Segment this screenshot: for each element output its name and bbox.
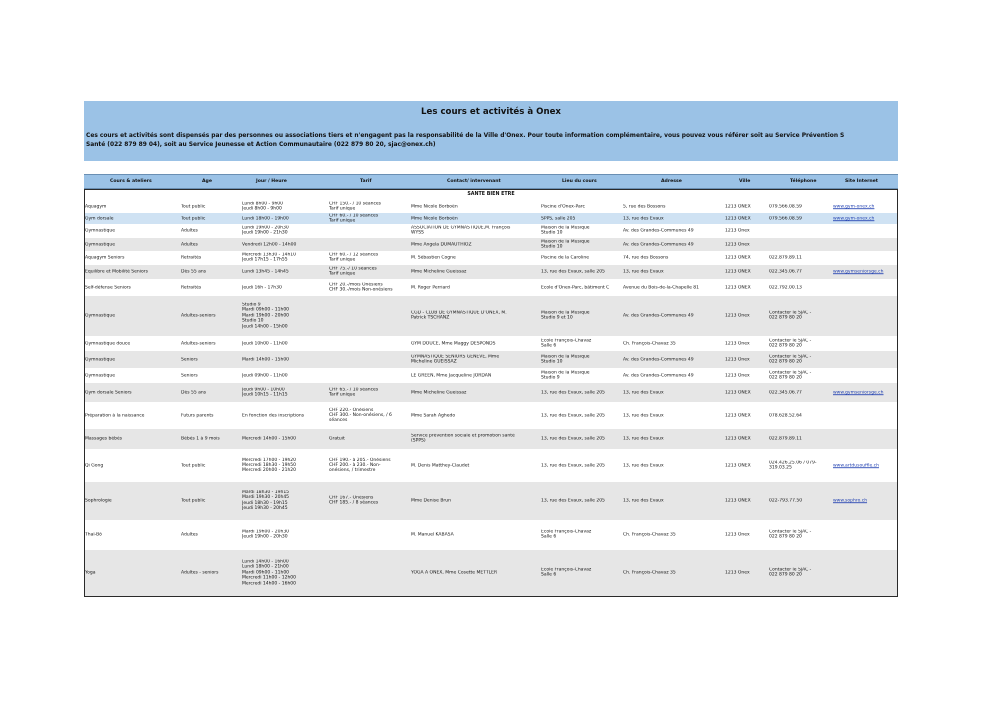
city-cell: 1213 ONEX xyxy=(725,498,751,504)
schedule-cell: Lundi 19h00 - 20h30 Jeudi 19h00 - 21h30 xyxy=(242,225,289,236)
header-cell: Téléphone xyxy=(790,179,817,184)
course-cell: Gymnastique xyxy=(85,313,115,319)
contact-cell: GYMNASTIQUE SENIORS GENEVE, Mme Micheline GUEISSAZ xyxy=(411,354,500,365)
header-cell: Adresse xyxy=(661,179,682,184)
course-cell: Thaï-Bô xyxy=(85,532,102,538)
age-cell: Adultes-seniors xyxy=(181,313,216,319)
contact-cell: Mme Micheline Gueissaz xyxy=(411,269,467,275)
age-cell: Adultes xyxy=(181,241,198,247)
price-cell: CHF 190.- à 205.- Onésiens CHF 200.- à 230.- Non- onésiens, / trimestre xyxy=(329,457,391,474)
contact-cell: ASSOCIATION DE GYMNASTIQUE,M. François WYSS xyxy=(411,225,511,236)
schedule-cell: Mercredi 13h30 - 14h10 Jeudi 17h15 - 17h55 xyxy=(242,252,297,263)
course-cell: Gym dorsale Seniors xyxy=(85,389,132,395)
location-cell: Maison de la Musique Studio 10 xyxy=(541,354,590,365)
address-cell: 74, rue des Bossons xyxy=(623,255,669,261)
age-cell: Retraités xyxy=(181,255,202,261)
contact-cell: Mme Sarah Aghedo xyxy=(411,412,456,418)
age-cell: Tout public xyxy=(181,203,206,209)
table-row xyxy=(85,336,897,351)
table-header xyxy=(84,174,898,189)
course-cell: Gymnastique douce xyxy=(85,340,131,346)
location-cell: Maison de la Musique Studio 10 xyxy=(541,239,590,250)
address-cell: Av. des Grandes-Communes 49 xyxy=(623,356,694,362)
table-body xyxy=(84,189,898,597)
age-cell: Adultes - seniors xyxy=(181,570,219,576)
table-row xyxy=(85,251,897,265)
location-cell: Maison de la Musique Studio 9 et 10 xyxy=(541,310,590,321)
age-cell: Tout public xyxy=(181,462,206,468)
age-cell: Futurs parents xyxy=(181,412,214,418)
phone-cell: Contacter le SJAC - 022 879 80 20 xyxy=(769,529,812,540)
city-cell: 1213 Onex xyxy=(725,372,750,378)
schedule-cell: Mardi 14h00 - 15h00 xyxy=(242,356,290,362)
contact-cell: M. Manuel KABASA xyxy=(411,532,454,538)
contact-cell: Mme Nicole Borboën xyxy=(411,215,458,221)
city-cell: 1213 Onex xyxy=(725,228,750,234)
table-row xyxy=(85,402,897,429)
contact-cell: M. Roger Perriard xyxy=(411,284,450,290)
schedule-cell: Mardi 19h00 - 20h30 Jeudi 19h00 - 20h30 xyxy=(242,529,290,540)
courses-table xyxy=(84,174,898,597)
city-cell: 1213 Onex xyxy=(725,313,750,319)
table-row xyxy=(85,383,897,402)
table-row xyxy=(85,520,897,550)
address-cell: 13, rue des Evaux xyxy=(623,436,664,442)
location-cell: 13, rue des Evaux, salle 205 xyxy=(541,269,605,275)
website-link[interactable]: www.artdusouffle.ch xyxy=(833,462,879,468)
city-cell: 1213 Onex xyxy=(725,241,750,247)
address-cell: Ch. François-Chavaz 35 xyxy=(623,532,676,538)
course-cell: Aquagym Seniors xyxy=(85,255,125,261)
contact-cell: Mme Denise Brun xyxy=(411,498,451,504)
address-cell: 13, rue des Evaux xyxy=(623,462,664,468)
address-cell: 5, rue des Bossons xyxy=(623,203,666,209)
phone-cell: 079.566.08.59 xyxy=(769,203,802,209)
contact-cell: Service prévention sociale et promotion santé (SPPS) xyxy=(411,433,515,444)
schedule-cell: Vendredi 12h00 - 14h00 xyxy=(242,241,297,247)
address-cell: 13, rue des Evaux xyxy=(623,389,664,395)
price-cell: CHF 75.-/ 10 séances Tarif unique xyxy=(329,266,377,277)
city-cell: 1213 ONEX xyxy=(725,203,751,209)
age-cell: Dès 55 ans xyxy=(181,389,207,395)
section-heading: SANTE BIEN ETRE xyxy=(467,192,515,197)
address-cell: Ch. François-Chavaz 35 xyxy=(623,340,676,346)
website-link[interactable]: www.gym-onex.ch xyxy=(833,215,875,221)
city-cell: 1213 ONEX xyxy=(725,389,751,395)
contact-cell: GYM DOUCE, Mme Maggy DESPONDS xyxy=(411,340,496,346)
city-cell: 1213 Onex xyxy=(725,356,750,362)
address-cell: 13, rue des Evaux xyxy=(623,498,664,504)
location-cell: Ecole François-Chavaz Salle 6 xyxy=(541,338,592,349)
location-cell: Maison de la Musique Studio 10 xyxy=(541,225,590,236)
phone-cell: Contacter le SJAC - 022 879 80 20 xyxy=(769,310,812,321)
price-cell: CHF 220.- Onésiens CHF 300.- Non-onésiens, / 6 séances xyxy=(329,407,392,424)
course-cell: Aquagym xyxy=(85,203,107,209)
location-cell: Ecole d'Onex-Parc, bâtiment C xyxy=(541,284,610,290)
age-cell: Adultes xyxy=(181,228,198,234)
phone-cell: 022.792.00.13 xyxy=(769,284,802,290)
address-cell: 13, rue des Evaux xyxy=(623,412,664,418)
age-cell: Adultes xyxy=(181,532,198,538)
schedule-cell: Lundi 18h00 - 19h00 xyxy=(242,215,289,221)
address-cell: Av. des Grandes-Communes 49 xyxy=(623,372,694,378)
header-cell: Contact/ intervenant xyxy=(447,179,501,184)
course-cell: Yoga xyxy=(85,570,96,576)
age-cell: Tout public xyxy=(181,215,206,221)
city-cell: 1213 ONEX xyxy=(725,215,751,221)
phone-cell: 022.345.06.77 xyxy=(769,389,802,395)
course-cell: Equilibre et Mobilité Seniors xyxy=(85,269,148,275)
location-cell: 13, rue des Evaux, salle 205 xyxy=(541,389,605,395)
price-cell: CHF 150.- / 10 séances Tarif unique xyxy=(329,201,382,212)
phone-cell: Contacter le SJAC - 022 879 80 20 xyxy=(769,354,812,365)
phone-cell: Contacter le SJAC - 022 879 80 20 xyxy=(769,567,812,578)
table-row xyxy=(85,213,897,224)
phone-cell: 079.566.08.59 xyxy=(769,215,802,221)
age-cell: Bébés 1 à 9 mois xyxy=(181,436,220,442)
age-cell: Adultes-seniors xyxy=(181,340,216,346)
city-cell: 1213 ONEX xyxy=(725,412,751,418)
table-row xyxy=(85,224,897,238)
course-cell: Self-défense Seniors xyxy=(85,284,131,290)
city-cell: 1213 ONEX xyxy=(725,436,751,442)
table-row xyxy=(85,200,897,213)
header-cell: Tarif xyxy=(360,179,372,184)
city-cell: 1213 Onex xyxy=(725,340,750,346)
price-cell: CHF 60.- / 12 séances Tarif unique xyxy=(329,252,379,263)
contact-cell: LE GREEN, Mme Jacqueline JORDAN xyxy=(411,372,492,378)
location-cell: Ecole François-Chavaz Salle 6 xyxy=(541,567,592,578)
table-row xyxy=(85,449,897,482)
schedule-cell: Jeudi 09h00 - 11h00 xyxy=(242,372,288,378)
table-row xyxy=(85,368,897,383)
phone-cell: Contacter le SJAC - 022 879 80 20 xyxy=(769,370,812,381)
price-cell: CHF 60.- / 10 séances Tarif unique xyxy=(329,213,379,224)
location-cell: SPPS, salle 205 xyxy=(541,215,576,221)
website-link[interactable]: www.gymseniorsge.ch xyxy=(833,389,884,395)
address-cell: 13, rue des Evaux xyxy=(623,269,664,275)
course-cell: Gym dorsale xyxy=(85,215,114,221)
contact-cell: M. Denis Matthey-Claudet xyxy=(411,462,470,468)
phone-cell: 022.879.89.11 xyxy=(769,255,802,261)
course-cell: Gymnastique xyxy=(85,228,115,234)
course-cell: Qi Gong xyxy=(85,462,104,468)
course-cell: Gymnastique xyxy=(85,372,115,378)
schedule-cell: Studio 9 Mardi 09h00 - 11h00 Mardi 19h00 - 20h00 Studio 10 Jeudi 14h00 - 15h00 xyxy=(242,302,290,330)
table-row xyxy=(85,550,897,596)
schedule-cell: Mercredi 17h00 - 19h20 Mercredi 18h30 - 19h50 Mercredi 20h00 - 21h20 xyxy=(242,457,297,474)
contact-cell: Mme Nicole Borboën xyxy=(411,203,458,209)
city-cell: 1213 ONEX xyxy=(725,284,751,290)
phone-cell: 024.426.25.06 / 079- 319.03.25 xyxy=(769,460,817,471)
age-cell: Retraités xyxy=(181,284,202,290)
contact-cell: YOGA A ONEX, Mme Cosette METTLER xyxy=(411,570,498,576)
city-cell: 1213 Onex xyxy=(725,570,750,576)
contact-cell: M. Sébastien Cogne xyxy=(411,255,456,261)
phone-cell: 078.628.52.64 xyxy=(769,412,802,418)
intro-line: Ces cours et activités sont dispensés par des personnes ou associations tiers et n'engagent pas la responsabilité de la Ville d'Onex. Pour toute information complémentaire, vous pouvez vous référer soit au Service Prévention S xyxy=(86,133,845,139)
age-cell: Seniors xyxy=(181,356,198,362)
course-cell: Gymnastique xyxy=(85,241,115,247)
address-cell: Av. des Grandes-Communes 49 xyxy=(623,313,694,319)
price-cell: CHF 20.-/mois Onésiens CHF 30.-/mois Non-onésiens xyxy=(329,282,393,293)
address-cell: Ch. François-Chavaz 35 xyxy=(623,570,676,576)
location-cell: 13, rue des Evaux, salle 205 xyxy=(541,412,605,418)
header-cell: Cours & ateliers xyxy=(110,179,152,184)
schedule-cell: Jeudi 16h - 17h30 xyxy=(242,284,282,290)
address-cell: Av. des Grandes-Communes 49 xyxy=(623,228,694,234)
location-cell: 13, rue des Evaux, salle 205 xyxy=(541,436,605,442)
header-cell: Jour / Heure xyxy=(256,179,287,184)
contact-cell: Mme Angela DUMAUTHIOZ xyxy=(411,241,472,247)
location-cell: 13, rue des Evaux, salle 205 xyxy=(541,462,605,468)
contact-cell: CGD - CLUB DE GYMNASTIQUE D'ONEX, M. Patrick TSCHANZ xyxy=(411,310,507,321)
contact-cell: Mme Micheline Gueissaz xyxy=(411,389,467,395)
price-cell: Gratuit xyxy=(329,436,345,442)
course-cell: Sophrologie xyxy=(85,498,112,504)
phone-cell: Contacter le SJAC - 022 879 80 20 xyxy=(769,338,812,349)
address-cell: Av. des Grandes-Communes 49 xyxy=(623,241,694,247)
phone-cell: 022.879.89.11 xyxy=(769,436,802,442)
price-cell: CHF 65.- / 10 séances Tarif unique xyxy=(329,387,379,398)
table-row xyxy=(85,279,897,296)
age-cell: Dès 55 ans xyxy=(181,269,207,275)
city-cell: 1213 Onex xyxy=(725,532,750,538)
intro-line: Santé (022 879 89 04), soit au Service Jeunesse et Action Communautaire (022 879 80 20, sjac@onex.ch) xyxy=(86,142,436,148)
address-cell: Avenue du Bois-de-la-Chapelle 81 xyxy=(623,284,700,290)
location-cell: Piscine d'Onex-Parc xyxy=(541,203,585,209)
title-banner xyxy=(84,101,898,161)
location-cell: Piscine de la Caroline xyxy=(541,255,590,261)
schedule-cell: Lundi 14h00 - 16h00 Lundi 18h00 - 21h00 Mardi 09h00 - 11h00 Mercredi 11h00 - 12h00 Mercredi 14h00 - 16h00 xyxy=(242,559,297,587)
header-cell: Lieu du cours xyxy=(562,179,597,184)
phone-cell: 022-793.77.50 xyxy=(769,498,803,504)
website-link[interactable]: www.gym-onex.ch xyxy=(833,203,875,209)
header-cell: Site Internet xyxy=(845,179,878,184)
schedule-cell: Lundi 13h45 - 14h45 xyxy=(242,269,289,275)
age-cell: Seniors xyxy=(181,372,198,378)
website-link[interactable]: www.gymseniorsge.ch xyxy=(833,269,884,275)
schedule-cell: Lundi 8h00 - 9h00 Jeudi 8h00 - 9h00 xyxy=(242,201,284,212)
intro-text xyxy=(86,132,898,150)
header-cell: Age xyxy=(202,179,212,184)
location-cell: Maison de la Musique Studio 9 xyxy=(541,370,590,381)
phone-cell: 022.345.06.77 xyxy=(769,269,802,275)
schedule-cell: Mercredi 14h00 - 15h00 xyxy=(242,436,297,442)
city-cell: 1213 ONEX xyxy=(725,269,751,275)
city-cell: 1213 ONEX xyxy=(725,462,751,468)
location-cell: 13, rue des Evaux, salle 205 xyxy=(541,498,605,504)
age-cell: Tout public xyxy=(181,498,206,504)
schedule-cell: Mardi 18h30 - 19h15 Mardi 19h30 - 20h45 Jeudi 18h30 - 19h15 Jeudi 19h30 - 20h45 xyxy=(242,490,290,512)
price-cell: CHF 167.- Onésiens CHF 185.- / 8 séances xyxy=(329,495,379,506)
table-row xyxy=(85,296,897,336)
schedule-cell: En fonction des inscriptions xyxy=(242,412,305,418)
header-cell: Ville xyxy=(739,179,751,184)
schedule-cell: Jeudi 10h00 - 11h00 xyxy=(242,340,288,346)
page-title: Les cours et activités à Onex xyxy=(421,107,561,117)
table-row xyxy=(85,351,897,368)
table-rows xyxy=(85,200,897,596)
table-row xyxy=(85,482,897,520)
schedule-cell: Jeudi 9h00 - 10h00 Jeudi 10h15 - 11h15 xyxy=(242,387,288,398)
table-row xyxy=(85,238,897,251)
course-cell: Préparation à la naissance xyxy=(85,412,145,418)
course-cell: Gymnastique xyxy=(85,356,115,362)
location-cell: Ecole François-Chavaz Salle 6 xyxy=(541,529,592,540)
address-cell: 13, rue des Evaux xyxy=(623,215,664,221)
website-link[interactable]: www.sophro.ch xyxy=(833,498,868,504)
city-cell: 1213 ONEX xyxy=(725,255,751,261)
course-cell: Massages bébés xyxy=(85,436,123,442)
table-row xyxy=(85,429,897,449)
table-row xyxy=(85,265,897,279)
